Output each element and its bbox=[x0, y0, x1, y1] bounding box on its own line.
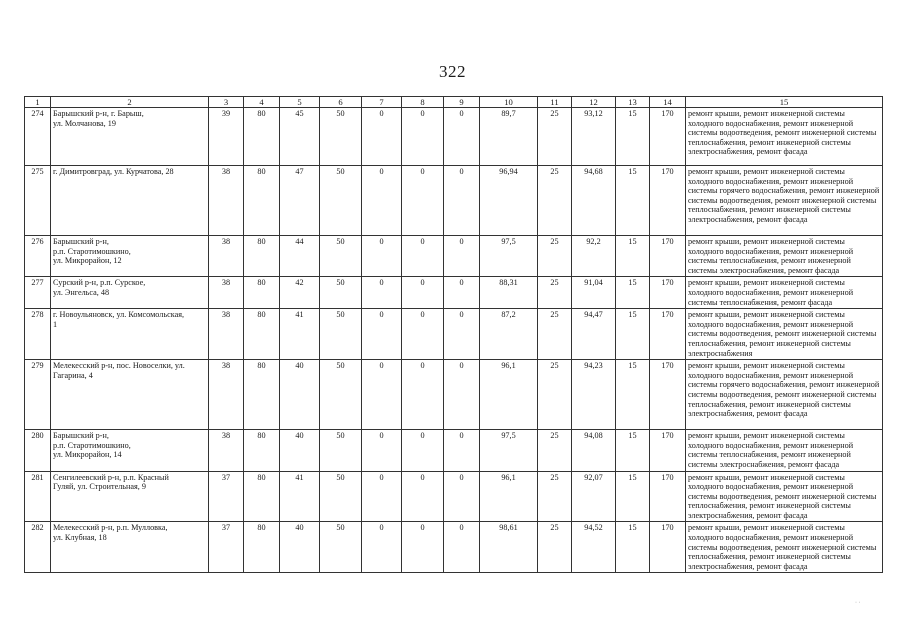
value-cell: 89,7 bbox=[480, 108, 538, 166]
row-number: 282 bbox=[25, 522, 51, 573]
value-cell: 0 bbox=[402, 108, 444, 166]
value-cell: 25 bbox=[538, 236, 572, 277]
value-cell: 94,23 bbox=[572, 360, 616, 430]
housing-repair-table bbox=[24, 96, 883, 573]
value-cell: 25 bbox=[538, 309, 572, 360]
row-number: 274 bbox=[25, 108, 51, 166]
row-number: 275 bbox=[25, 166, 51, 236]
value-cell: 170 bbox=[650, 471, 686, 522]
value-cell: 41 bbox=[280, 309, 320, 360]
address-cell: Сенгилеевский р-н, р.п. Красный Гуляй, ул. Строительная, 9 bbox=[51, 471, 209, 522]
address-cell: Мелекесский р-н, пос. Новоселки, ул. Гагарина, 4 bbox=[51, 360, 209, 430]
address-cell: г. Димитровград, ул. Курчатова, 28 bbox=[51, 166, 209, 236]
value-cell: 92,07 bbox=[572, 471, 616, 522]
row-number: 276 bbox=[25, 236, 51, 277]
value-cell: 88,31 bbox=[480, 277, 538, 309]
column-header-2: 2 bbox=[51, 97, 209, 108]
row-number: 277 bbox=[25, 277, 51, 309]
table-row bbox=[25, 108, 883, 166]
column-header-13: 13 bbox=[616, 97, 650, 108]
address-cell: г. Новоульяновск, ул. Комсомольская, 1 bbox=[51, 309, 209, 360]
column-header-8: 8 bbox=[402, 97, 444, 108]
value-cell: 0 bbox=[402, 277, 444, 309]
value-cell: 25 bbox=[538, 430, 572, 471]
value-cell: 38 bbox=[209, 277, 244, 309]
column-header-12: 12 bbox=[572, 97, 616, 108]
value-cell: 0 bbox=[402, 309, 444, 360]
repair-works-cell: ремонт крыши, ремонт инженерной системы холодного водоснабжения, ремонт инженерной системы горячего водоснабжения, ремонт инженерной системы водоотведения, ремонт инженерной системы теплоснабжения, ремонт инженерной системы электроснабжения, ремонт фасада bbox=[686, 360, 883, 430]
value-cell: 37 bbox=[209, 522, 244, 573]
value-cell: 38 bbox=[209, 309, 244, 360]
address-cell: Барышский р-н, р.п. Старотимошкино, ул. Микрорайон, 12 bbox=[51, 236, 209, 277]
value-cell: 47 bbox=[280, 166, 320, 236]
value-cell: 92,2 bbox=[572, 236, 616, 277]
value-cell: 50 bbox=[320, 108, 362, 166]
column-header-9: 9 bbox=[444, 97, 480, 108]
column-header-10: 10 bbox=[480, 97, 538, 108]
value-cell: 80 bbox=[244, 166, 280, 236]
value-cell: 25 bbox=[538, 360, 572, 430]
value-cell: 96,94 bbox=[480, 166, 538, 236]
value-cell: 80 bbox=[244, 360, 280, 430]
value-cell: 50 bbox=[320, 277, 362, 309]
table-row bbox=[25, 522, 883, 573]
address-cell: Мелекесский р-н, р.п. Мулловка, ул. Клубная, 18 bbox=[51, 522, 209, 573]
value-cell: 97,5 bbox=[480, 430, 538, 471]
table-row bbox=[25, 360, 883, 430]
address-cell: Барышский р-н, г. Барыш, ул. Молчанова, 19 bbox=[51, 108, 209, 166]
value-cell: 50 bbox=[320, 309, 362, 360]
value-cell: 0 bbox=[402, 430, 444, 471]
value-cell: 0 bbox=[402, 471, 444, 522]
value-cell: 0 bbox=[402, 236, 444, 277]
value-cell: 0 bbox=[362, 236, 402, 277]
value-cell: 170 bbox=[650, 166, 686, 236]
value-cell: 0 bbox=[444, 522, 480, 573]
value-cell: 40 bbox=[280, 430, 320, 471]
value-cell: 15 bbox=[616, 360, 650, 430]
scan-mark: · · bbox=[855, 600, 861, 606]
value-cell: 25 bbox=[538, 108, 572, 166]
value-cell: 94,68 bbox=[572, 166, 616, 236]
value-cell: 98,61 bbox=[480, 522, 538, 573]
value-cell: 25 bbox=[538, 166, 572, 236]
value-cell: 38 bbox=[209, 430, 244, 471]
value-cell: 97,5 bbox=[480, 236, 538, 277]
column-header-6: 6 bbox=[320, 97, 362, 108]
repair-works-cell: ремонт крыши, ремонт инженерной системы холодного водоснабжения, ремонт инженерной системы теплоснабжения, ремонт инженерной системы электроснабжения, ремонт фасада bbox=[686, 236, 883, 277]
value-cell: 44 bbox=[280, 236, 320, 277]
column-header-1: 1 bbox=[25, 97, 51, 108]
row-number: 280 bbox=[25, 430, 51, 471]
value-cell: 170 bbox=[650, 108, 686, 166]
value-cell: 170 bbox=[650, 360, 686, 430]
page-number: 322 bbox=[439, 62, 466, 81]
value-cell: 50 bbox=[320, 166, 362, 236]
row-number: 278 bbox=[25, 309, 51, 360]
value-cell: 170 bbox=[650, 430, 686, 471]
repair-works-cell: ремонт крыши, ремонт инженерной системы холодного водоснабжения, ремонт инженерной системы водоотведения, ремонт инженерной системы теплоснабжения, ремонт инженерной системы электроснабжения, ремонт фасада bbox=[686, 471, 883, 522]
value-cell: 170 bbox=[650, 277, 686, 309]
column-number-row bbox=[25, 97, 883, 108]
value-cell: 96,1 bbox=[480, 360, 538, 430]
column-header-5: 5 bbox=[280, 97, 320, 108]
value-cell: 0 bbox=[362, 430, 402, 471]
value-cell: 170 bbox=[650, 309, 686, 360]
value-cell: 0 bbox=[444, 430, 480, 471]
value-cell: 0 bbox=[444, 108, 480, 166]
row-number: 279 bbox=[25, 360, 51, 430]
table-row bbox=[25, 236, 883, 277]
value-cell: 87,2 bbox=[480, 309, 538, 360]
value-cell: 0 bbox=[362, 309, 402, 360]
column-header-14: 14 bbox=[650, 97, 686, 108]
value-cell: 0 bbox=[444, 236, 480, 277]
value-cell: 170 bbox=[650, 236, 686, 277]
value-cell: 0 bbox=[402, 166, 444, 236]
table-row bbox=[25, 430, 883, 471]
value-cell: 0 bbox=[444, 309, 480, 360]
value-cell: 96,1 bbox=[480, 471, 538, 522]
value-cell: 40 bbox=[280, 522, 320, 573]
value-cell: 93,12 bbox=[572, 108, 616, 166]
value-cell: 80 bbox=[244, 471, 280, 522]
repair-works-cell: ремонт крыши, ремонт инженерной системы холодного водоснабжения, ремонт инженерной системы водоотведения, ремонт инженерной системы теплоснабжения, ремонт инженерной системы электроснабжения, ремонт фасада bbox=[686, 108, 883, 166]
value-cell: 50 bbox=[320, 360, 362, 430]
value-cell: 80 bbox=[244, 108, 280, 166]
value-cell: 40 bbox=[280, 360, 320, 430]
value-cell: 0 bbox=[362, 166, 402, 236]
column-header-7: 7 bbox=[362, 97, 402, 108]
value-cell: 42 bbox=[280, 277, 320, 309]
value-cell: 50 bbox=[320, 522, 362, 573]
value-cell: 80 bbox=[244, 309, 280, 360]
value-cell: 50 bbox=[320, 471, 362, 522]
value-cell: 41 bbox=[280, 471, 320, 522]
value-cell: 94,47 bbox=[572, 309, 616, 360]
value-cell: 0 bbox=[362, 522, 402, 573]
column-header-3: 3 bbox=[209, 97, 244, 108]
value-cell: 0 bbox=[362, 360, 402, 430]
column-header-11: 11 bbox=[538, 97, 572, 108]
value-cell: 38 bbox=[209, 360, 244, 430]
row-number: 281 bbox=[25, 471, 51, 522]
value-cell: 94,08 bbox=[572, 430, 616, 471]
value-cell: 39 bbox=[209, 108, 244, 166]
value-cell: 0 bbox=[444, 166, 480, 236]
value-cell: 0 bbox=[402, 522, 444, 573]
value-cell: 0 bbox=[444, 360, 480, 430]
repair-works-cell: ремонт крыши, ремонт инженерной системы холодного водоснабжения, ремонт инженерной системы горячего водоснабжения, ремонт инженерной системы водоотведения, ремонт инженерной системы теплоснабжения, ремонт инженерной системы электроснабжения, ремонт фасада bbox=[686, 166, 883, 236]
table-row bbox=[25, 277, 883, 309]
value-cell: 15 bbox=[616, 277, 650, 309]
value-cell: 80 bbox=[244, 277, 280, 309]
value-cell: 15 bbox=[616, 108, 650, 166]
value-cell: 80 bbox=[244, 430, 280, 471]
value-cell: 25 bbox=[538, 471, 572, 522]
value-cell: 25 bbox=[538, 277, 572, 309]
value-cell: 45 bbox=[280, 108, 320, 166]
value-cell: 15 bbox=[616, 430, 650, 471]
value-cell: 15 bbox=[616, 309, 650, 360]
value-cell: 0 bbox=[362, 108, 402, 166]
repair-works-cell: ремонт крыши, ремонт инженерной системы холодного водоснабжения, ремонт инженерной системы водоотведения, ремонт инженерной системы теплоснабжения, ремонт инженерной системы электроснабжения bbox=[686, 309, 883, 360]
column-header-15: 15 bbox=[686, 97, 883, 108]
value-cell: 25 bbox=[538, 522, 572, 573]
value-cell: 38 bbox=[209, 236, 244, 277]
value-cell: 37 bbox=[209, 471, 244, 522]
table-row bbox=[25, 471, 883, 522]
value-cell: 170 bbox=[650, 522, 686, 573]
value-cell: 15 bbox=[616, 166, 650, 236]
value-cell: 50 bbox=[320, 236, 362, 277]
repair-works-cell: ремонт крыши, ремонт инженерной системы холодного водоснабжения, ремонт инженерной системы водоотведения, ремонт инженерной системы теплоснабжения, ремонт инженерной системы электроснабжения, ремонт фасада bbox=[686, 522, 883, 573]
value-cell: 0 bbox=[362, 471, 402, 522]
value-cell: 50 bbox=[320, 430, 362, 471]
address-cell: Сурский р-н, р.п. Сурское, ул. Энгельса, 48 bbox=[51, 277, 209, 309]
value-cell: 0 bbox=[444, 471, 480, 522]
table-row bbox=[25, 166, 883, 236]
table-row bbox=[25, 309, 883, 360]
value-cell: 94,52 bbox=[572, 522, 616, 573]
value-cell: 15 bbox=[616, 236, 650, 277]
value-cell: 0 bbox=[362, 277, 402, 309]
value-cell: 91,04 bbox=[572, 277, 616, 309]
value-cell: 80 bbox=[244, 236, 280, 277]
address-cell: Барышский р-н, р.п. Старотимошкино, ул. Микрорайон, 14 bbox=[51, 430, 209, 471]
value-cell: 38 bbox=[209, 166, 244, 236]
value-cell: 15 bbox=[616, 522, 650, 573]
value-cell: 80 bbox=[244, 522, 280, 573]
column-header-4: 4 bbox=[244, 97, 280, 108]
repair-works-cell: ремонт крыши, ремонт инженерной системы холодного водоснабжения, ремонт инженерной системы теплоснабжения, ремонт фасада bbox=[686, 277, 883, 309]
value-cell: 0 bbox=[444, 277, 480, 309]
value-cell: 15 bbox=[616, 471, 650, 522]
value-cell: 0 bbox=[402, 360, 444, 430]
repair-works-cell: ремонт крыши, ремонт инженерной системы холодного водоснабжения, ремонт инженерной системы теплоснабжения, ремонт инженерной системы электроснабжения, ремонт фасада bbox=[686, 430, 883, 471]
